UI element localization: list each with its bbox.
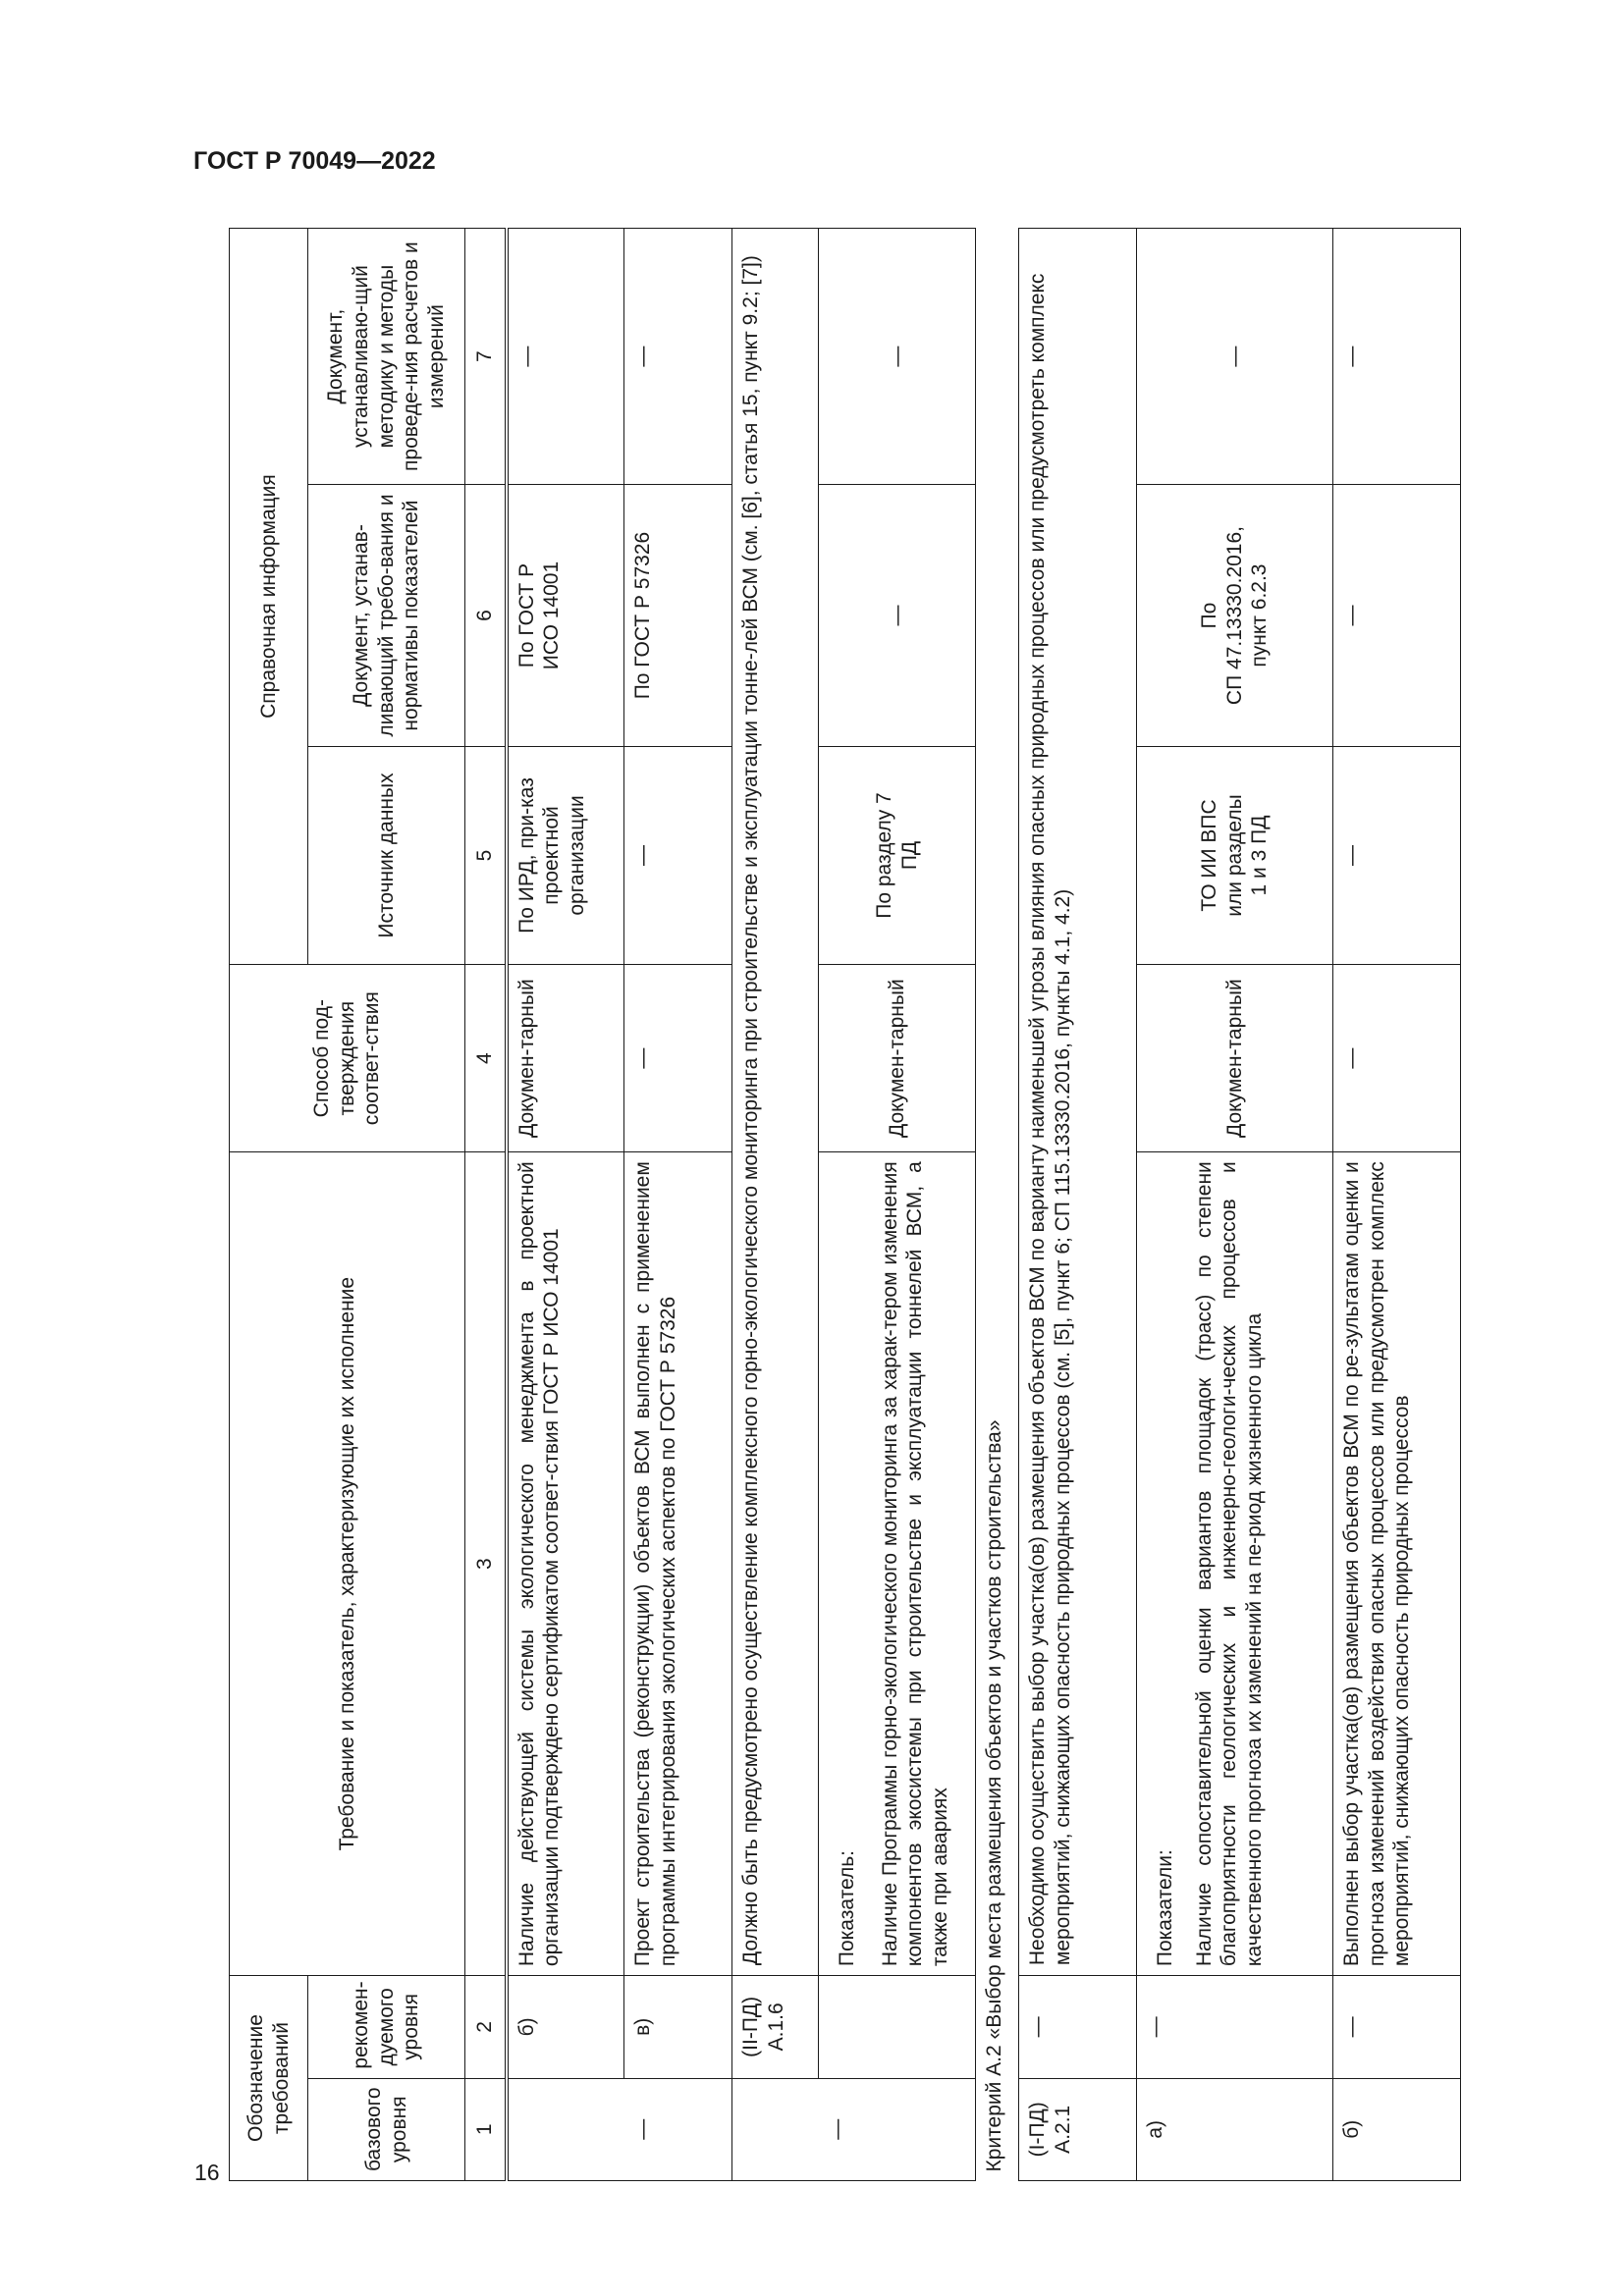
indicator-label: Показатель: bbox=[836, 1850, 858, 1967]
methods-doc-cell: — bbox=[1333, 229, 1461, 485]
criterion-heading: Критерий А.2 «Выбор места размещения объектов и участков строительства» bbox=[976, 229, 1019, 2181]
method-cell: — bbox=[1333, 965, 1461, 1152]
header-doc-norms: Документ, устанав-ливающий требо-вания и нормативы показателей bbox=[308, 485, 465, 747]
base-level-cell: б) bbox=[1333, 2078, 1461, 2180]
rec-level-cell: б) bbox=[507, 1976, 624, 2078]
method-cell: Докумен-тарный bbox=[507, 965, 624, 1152]
document-code: ГОСТ Р 70049—2022 bbox=[193, 147, 436, 175]
base-level-cell bbox=[507, 2078, 624, 2180]
criterion-row bbox=[976, 229, 1019, 2181]
requirement-text bbox=[1137, 1152, 1333, 1976]
rec-level-cell: (II-ПД) А.1.6 bbox=[732, 1976, 819, 2078]
rec-level-cell: в) bbox=[624, 1976, 732, 2078]
header-reference-info: Справочная информация bbox=[230, 229, 308, 965]
requirement-text: Наличие действующей системы экологического менеджмента в проектной организации подтверждено сертификатом соответ-ствия ГОСТ Р ИСО 14001 bbox=[507, 1152, 624, 1976]
source-cell: ТО ИИ ВПС или разделы 1 и 3 ПД bbox=[1137, 746, 1333, 964]
source-cell: — bbox=[624, 746, 732, 964]
requirements-table bbox=[229, 228, 1461, 2181]
column-number: 2 bbox=[465, 1976, 507, 2078]
source-cell: По ИРД, при-каз проектной организации bbox=[507, 746, 624, 964]
landscape-table-frame bbox=[229, 228, 1495, 2181]
header-method: Способ под-тверждения соответ-ствия bbox=[230, 965, 465, 1152]
requirement-text: Выполнен выбор участка(ов) размещения объектов ВСМ по ре-зультатам оценки и прогноза изменений воздействия опасных процессов или предусмотрен комплекс мероприятий, снижающих опасность природных процессов bbox=[1333, 1152, 1461, 1976]
rotated-page-content bbox=[229, 228, 1495, 2181]
source-cell: По разделу 7 ПД bbox=[819, 746, 976, 964]
table-row bbox=[732, 229, 819, 2181]
base-level-cell: (I-ПД) А.2.1 bbox=[1019, 2078, 1137, 2180]
base-level-cell: а) bbox=[1137, 2078, 1333, 2180]
page-number: 16 bbox=[194, 2160, 220, 2185]
norm-doc-cell: — bbox=[1333, 485, 1461, 747]
source-cell: — bbox=[1333, 746, 1461, 964]
table-header-row bbox=[230, 229, 308, 2181]
indicator-text: Наличие сопоставительной оценки вариантов площадок (трасс) по степени благоприятности геологических и инженерно-геологи-ческих процессов и качественного прогноза их изменений на пе-риод жизненного цикла bbox=[1192, 1161, 1266, 1967]
method-cell: — bbox=[624, 965, 732, 1152]
table-row bbox=[1137, 229, 1333, 2181]
method-cell: Докумен-тарный bbox=[1137, 965, 1333, 1152]
requirement-text: Проект строительства (реконструкции) объектов ВСМ выполнен с применением программы интегрирования экологических аспектов по ГОСТ Р 57326 bbox=[624, 1152, 732, 1976]
table-row bbox=[819, 229, 976, 2181]
column-number: 6 bbox=[465, 485, 507, 747]
rec-level-cell bbox=[819, 1976, 976, 2078]
column-number: 3 bbox=[465, 1152, 507, 1976]
table-row bbox=[1333, 229, 1461, 2181]
indicator-label: Показатели: bbox=[1154, 1849, 1176, 1967]
column-number-row bbox=[465, 229, 507, 2181]
methods-doc-cell: — bbox=[507, 229, 624, 485]
base-level-cell: — bbox=[624, 2078, 732, 2180]
rec-level-cell: — bbox=[1019, 1976, 1137, 2078]
norm-doc-cell: По ГОСТ Р ИСО 14001 bbox=[507, 485, 624, 747]
base-level-cell bbox=[732, 2078, 819, 2180]
indicator-text: Наличие Программы горно-экологического мониторинга за харак-тером изменения компонентов экосистемы при строительстве и эксплуатации тоннелей ВСМ, а также при авариях bbox=[878, 1161, 951, 1967]
requirement-text: Необходимо осуществить выбор участка(ов) размещения объектов ВСМ по варианту наименьшей угрозы влияния опасных природных процессов или предусмотреть комплекс мероприятий, снижающих опасность природных процессов (см. [5], пункт 6; СП 115.13330.2016, пункты 4.1, 4.2) bbox=[1019, 229, 1137, 1976]
column-number: 1 bbox=[465, 2078, 507, 2180]
base-level-cell: — bbox=[819, 2078, 976, 2180]
requirement-text bbox=[819, 1152, 976, 1976]
rec-level-cell: — bbox=[1333, 1976, 1461, 2078]
header-requirement: Требование и показатель, характеризующие их исполнение bbox=[230, 1152, 465, 1976]
table-row bbox=[624, 229, 732, 2181]
column-number: 5 bbox=[465, 746, 507, 964]
methods-doc-cell: — bbox=[1137, 229, 1333, 485]
table-row bbox=[507, 229, 624, 2181]
header-base-level: базового уровня bbox=[308, 2078, 465, 2180]
column-number: 4 bbox=[465, 965, 507, 1152]
norm-doc-cell: По СП 47.13330.2016, пункт 6.2.3 bbox=[1137, 485, 1333, 747]
norm-doc-cell: — bbox=[819, 485, 976, 747]
requirement-text: Должно быть предусмотрено осуществление комплексного горно-экологического мониторинга при строительстве и эксплуатации тонне-лей ВСМ (см. [6], статья 15, пункт 9.2; [7]) bbox=[732, 229, 819, 1976]
table-row bbox=[1019, 229, 1137, 2181]
header-rec-level: рекомен-дуемого уровня bbox=[308, 1976, 465, 2078]
method-cell: Докумен-тарный bbox=[819, 965, 976, 1152]
header-source: Источник данных bbox=[308, 746, 465, 964]
methods-doc-cell: — bbox=[819, 229, 976, 485]
header-designation: Обозначение требований bbox=[230, 1976, 308, 2181]
norm-doc-cell: По ГОСТ Р 57326 bbox=[624, 485, 732, 747]
header-doc-methods: Документ, устанавливаю-щий методику и методы проведе-ния расчетов и измерений bbox=[308, 229, 465, 485]
methods-doc-cell: — bbox=[624, 229, 732, 485]
rec-level-cell: — bbox=[1137, 1976, 1333, 2078]
column-number: 7 bbox=[465, 229, 507, 485]
